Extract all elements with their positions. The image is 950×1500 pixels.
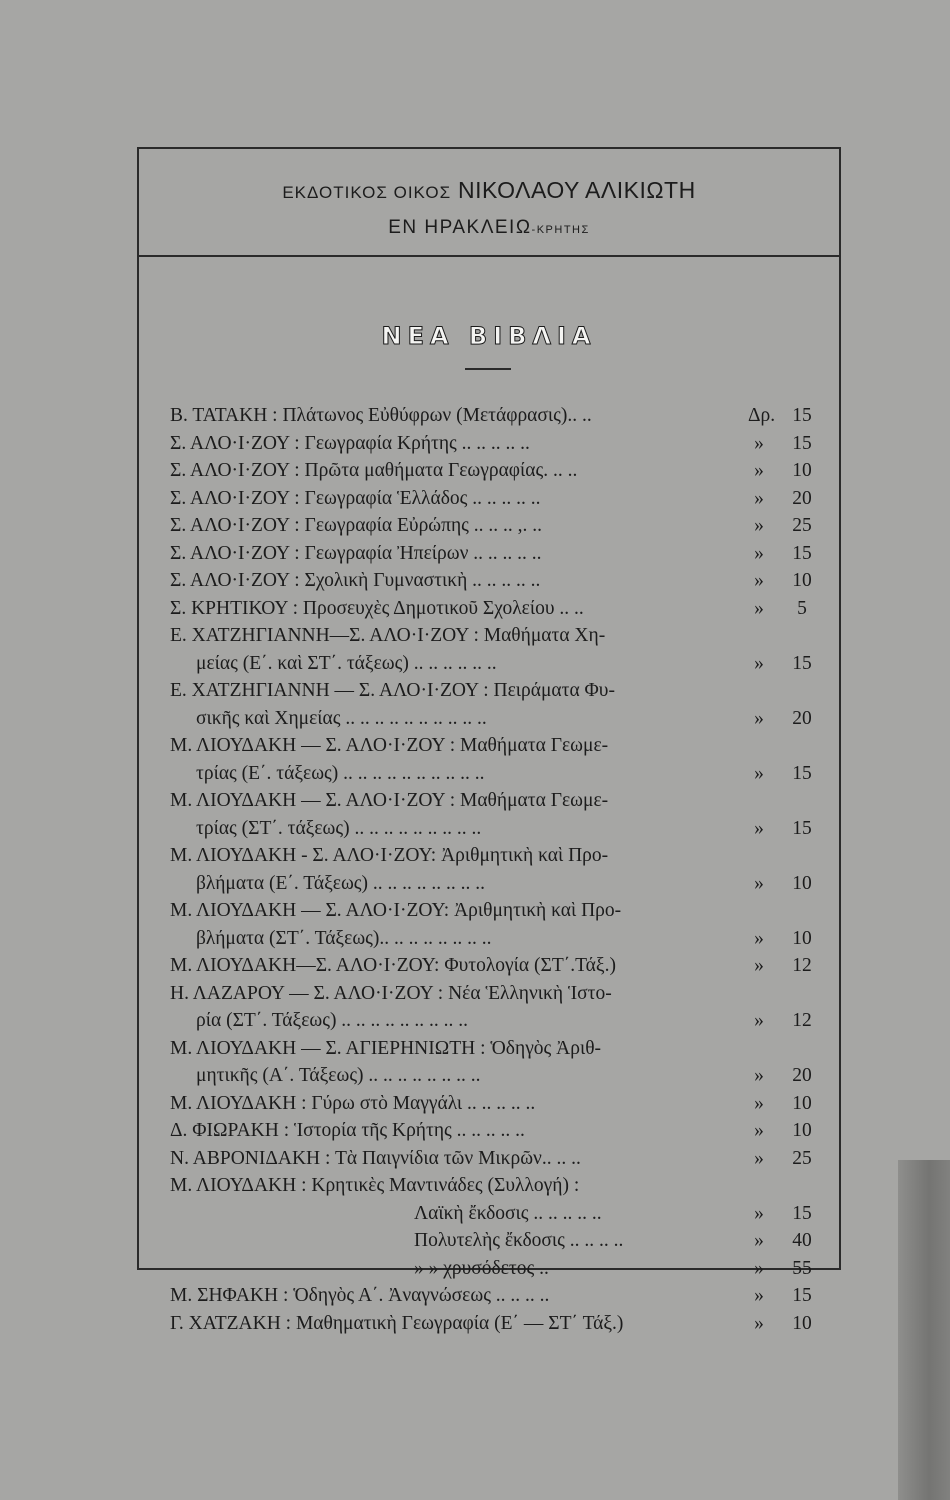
book-price: 10 <box>792 460 812 481</box>
list-item-continuation <box>170 870 818 898</box>
currency-mark: » <box>754 872 764 894</box>
currency-mark: » <box>754 432 764 454</box>
book-title: Σ. ΑΛΟ·Ι·ΖΟΥ : Γεωγραφία Κρήτης .. .. .. .. .. <box>170 432 530 454</box>
book-price: 12 <box>792 1010 812 1031</box>
publisher-main: ΝΙΚΟΛΑΟΥ ΑΛΙΚΙΩΤΗ <box>457 177 696 203</box>
book-title: Η. ΛΑΖΑΡΟΥ — Σ. ΑΛΟ·Ι·ΖΟΥ : Νέα Ἑλληνικὴ Ἱστο- <box>170 982 612 1004</box>
currency-mark: Δρ. <box>748 405 776 426</box>
list-item <box>170 402 818 430</box>
list-item <box>170 1255 818 1283</box>
book-title: Μ. ΛΙΟΥΔΑΚΗ — Σ. ΑΛΟ·Ι·ΖΟΥ : Μαθήματα Γεωμε- <box>170 790 609 811</box>
list-item-continuation <box>170 1007 818 1035</box>
book-price: 15 <box>792 542 812 564</box>
currency-mark: » <box>754 542 764 564</box>
publisher-header <box>137 147 841 257</box>
list-item <box>170 677 818 705</box>
publisher-name <box>137 177 841 204</box>
currency-mark: » <box>754 1230 764 1251</box>
book-edition: » » χρυσόδετος .. <box>414 1257 549 1279</box>
list-item <box>170 1035 818 1063</box>
book-price: 40 <box>792 1230 812 1251</box>
book-edition: Πολυτελὴς ἔκδοσις .. .. .. .. <box>414 1230 624 1251</box>
currency-mark: » <box>754 762 764 784</box>
publisher-city: ΕΝ ΗΡΑΚΛΕΙΩ <box>388 217 532 238</box>
book-price: 10 <box>792 1092 812 1114</box>
book-title: Β. ΤΑΤΑΚΗ : Πλάτωνος Εὐθύφρων (Μετάφρασις).. .. <box>170 405 592 426</box>
page-stain <box>898 1160 950 1500</box>
list-item-continuation <box>170 705 818 733</box>
list-item-continuation <box>170 815 818 843</box>
book-price: 5 <box>797 597 807 619</box>
book-price: 20 <box>792 1065 812 1086</box>
book-price: 20 <box>792 487 812 509</box>
book-title: Μ. ΛΙΟΥΔΑΚΗ : Γύρω στὸ Μαγγάλι .. .. .. .. .. <box>170 1092 536 1114</box>
currency-mark: » <box>754 487 764 509</box>
currency-mark: » <box>754 1257 764 1279</box>
book-price: 15 <box>792 405 812 426</box>
publisher-prefix: ΕΚΔΟΤΙΚΟΣ ΟΙΚΟΣ <box>282 183 452 202</box>
publisher-location <box>137 217 841 239</box>
book-title-cont: βλήματα (Ε΄. Τάξεως) .. .. .. .. .. .. .. .. <box>196 872 486 894</box>
book-price: 20 <box>792 707 812 729</box>
book-title: Μ. ΛΙΟΥΔΑΚΗ — Σ. ΑΛΟ·Ι·ΖΟΥ: Ἀριθμητικὴ καὶ Προ- <box>170 900 622 921</box>
book-title: Σ. ΑΛΟ·Ι·ΖΟΥ : Γεωγραφία Ἑλλάδος .. .. .. .. .. <box>170 487 541 509</box>
book-price: 25 <box>792 1147 812 1169</box>
list-item <box>170 485 818 513</box>
list-item <box>170 1200 818 1228</box>
book-title: Σ. ΑΛΟ·Ι·ΖΟΥ : Πρῶτα μαθήματα Γεωγραφίας. .. .. <box>170 460 578 481</box>
book-title-cont: μητικῆς (Α΄. Τάξεως) .. .. .. .. .. .. .. .. <box>196 1065 481 1086</box>
currency-mark: » <box>754 1120 764 1141</box>
list-item-continuation <box>170 925 818 953</box>
book-price: 10 <box>792 927 812 949</box>
book-price: 25 <box>792 515 812 536</box>
book-title-cont: τρίας (Ε΄. τάξεως) .. .. .. .. .. .. .. .. .. .. <box>196 762 485 784</box>
book-title: Μ. ΣΗΦΑΚΗ : Ὁδηγὸς Α΄. Ἀναγνώσεως .. .. .. .. <box>170 1285 550 1306</box>
list-item <box>170 622 818 650</box>
book-title: Σ. ΑΛΟ·Ι·ΖΟΥ : Σχολικὴ Γυμναστικὴ .. .. .. .. .. <box>170 570 541 591</box>
book-price: 15 <box>792 817 812 839</box>
list-item <box>170 1117 818 1145</box>
book-title: Δ. ΦΙΩΡΑΚΗ : Ἱστορία τῆς Κρήτης .. .. .. .. .. <box>170 1120 525 1141</box>
book-price: 10 <box>792 570 812 591</box>
list-item <box>170 1282 818 1310</box>
list-item <box>170 1090 818 1118</box>
book-title: Ε. ΧΑΤΖΗΓΙΑΝΝΗ—Σ. ΑΛΟ·Ι·ΖΟΥ : Μαθήματα Χη- <box>170 625 606 646</box>
book-price: 10 <box>792 1312 812 1334</box>
book-title: Μ. ΛΙΟΥΔΑΚΗ — Σ. ΑΓΙΕΡΗΝΙΩΤΗ : Ὁδηγὸς Ἀριθ- <box>170 1037 602 1059</box>
list-item <box>170 1145 818 1173</box>
currency-mark: » <box>754 955 764 976</box>
book-price: 55 <box>792 1257 812 1279</box>
publisher-region: -ΚΡΗΤΗΣ <box>531 224 590 236</box>
book-price: 15 <box>792 762 812 784</box>
book-price: 12 <box>792 955 812 976</box>
book-price: 10 <box>792 872 812 894</box>
book-title: Μ. ΛΙΟΥΔΑΚΗ—Σ. ΑΛΟ·Ι·ΖΟΥ: Φυτολογία (ΣΤ΄.Τάξ.) <box>170 955 616 976</box>
list-item-continuation <box>170 650 818 678</box>
currency-mark: » <box>754 1285 764 1306</box>
book-price: 15 <box>792 432 812 454</box>
book-title: Ε. ΧΑΤΖΗΓΙΑΝΝΗ — Σ. ΑΛΟ·Ι·ΖΟΥ : Πειράματα Φυ- <box>170 680 615 701</box>
list-item <box>170 980 818 1008</box>
book-title: Ν. ΑΒΡΟΝΙΔΑΚΗ : Τὰ Παιγνίδια τῶν Μικρῶν.. .. .. <box>170 1147 581 1169</box>
currency-mark: » <box>754 1065 764 1086</box>
book-title: Σ. ΑΛΟ·Ι·ΖΟΥ : Γεωγραφία Εὐρώπης .. .. .. ,. .. <box>170 515 543 536</box>
book-title: Σ. ΚΡΗΤΙΚΟΥ : Προσευχὲς Δημοτικοῦ Σχολείου .. .. <box>170 597 584 619</box>
book-title: Σ. ΑΛΟ·Ι·ΖΟΥ : Γεωγραφία Ἠπείρων .. .. .. .. .. <box>170 542 542 564</box>
book-title: Γ. ΧΑΤΖΑΚΗ : Μαθηματικὴ Γεωγραφία (Ε΄ — ΣΤ΄ Τάξ.) <box>170 1312 624 1334</box>
currency-mark: » <box>754 817 764 839</box>
currency-mark: » <box>754 652 764 674</box>
list-item <box>170 1227 818 1255</box>
currency-mark: » <box>754 1147 764 1169</box>
list-item-continuation <box>170 1062 818 1090</box>
list-item <box>170 897 818 925</box>
book-price: 15 <box>792 1202 812 1224</box>
list-item <box>170 1310 818 1338</box>
list-item <box>170 732 818 760</box>
list-item <box>170 842 818 870</box>
list-item <box>170 1172 818 1200</box>
book-title-cont: βλήματα (ΣΤ΄. Τάξεως).. .. .. .. .. .. .. .. <box>196 927 492 949</box>
currency-mark: » <box>754 1312 764 1334</box>
book-title: Μ. ΛΙΟΥΔΑΚΗ : Κρητικὲς Μαντινάδες (Συλλογή) : <box>170 1175 580 1196</box>
list-item <box>170 512 818 540</box>
book-price: 15 <box>792 652 812 674</box>
list-item <box>170 952 818 980</box>
list-item <box>170 787 818 815</box>
book-title-cont: σικῆς καὶ Χημείας .. .. .. .. .. .. .. .. .. .. <box>196 707 487 729</box>
section-title: ΝΕΑ ΒΙΒΛΙΑ <box>381 322 597 350</box>
currency-mark: » <box>754 460 764 481</box>
currency-mark: » <box>754 1010 764 1031</box>
book-title: Μ. ΛΙΟΥΔΑΚΗ - Σ. ΑΛΟ·Ι·ΖΟΥ: Ἀριθμητικὴ καὶ Προ- <box>170 845 609 866</box>
book-list <box>170 402 818 1337</box>
book-title-cont: ρία (ΣΤ΄. Τάξεως) .. .. .. .. .. .. .. .. .. <box>196 1010 469 1031</box>
list-item <box>170 457 818 485</box>
list-item <box>170 540 818 568</box>
list-item <box>170 567 818 595</box>
currency-mark: » <box>754 515 764 536</box>
currency-mark: » <box>754 1202 764 1224</box>
book-edition: Λαϊκὴ ἔκδοσις .. .. .. .. .. <box>414 1202 602 1224</box>
book-title-cont: μείας (Ε΄. καὶ ΣΤ΄. τάξεως) .. .. .. .. .. .. <box>196 652 497 674</box>
currency-mark: » <box>754 927 764 949</box>
list-item <box>170 595 818 623</box>
list-item-continuation <box>170 760 818 788</box>
currency-mark: » <box>754 597 764 619</box>
book-price: 15 <box>792 1285 812 1306</box>
list-item <box>170 430 818 458</box>
currency-mark: » <box>754 1092 764 1114</box>
currency-mark: » <box>754 570 764 591</box>
book-title: Μ. ΛΙΟΥΔΑΚΗ — Σ. ΑΛΟ·Ι·ΖΟΥ : Μαθήματα Γεωμε- <box>170 735 609 756</box>
book-price: 10 <box>792 1120 812 1141</box>
currency-mark: » <box>754 707 764 729</box>
book-title-cont: τρίας (ΣΤ΄. τάξεως) .. .. .. .. .. .. .. .. .. <box>196 817 482 839</box>
title-rule <box>465 368 511 370</box>
